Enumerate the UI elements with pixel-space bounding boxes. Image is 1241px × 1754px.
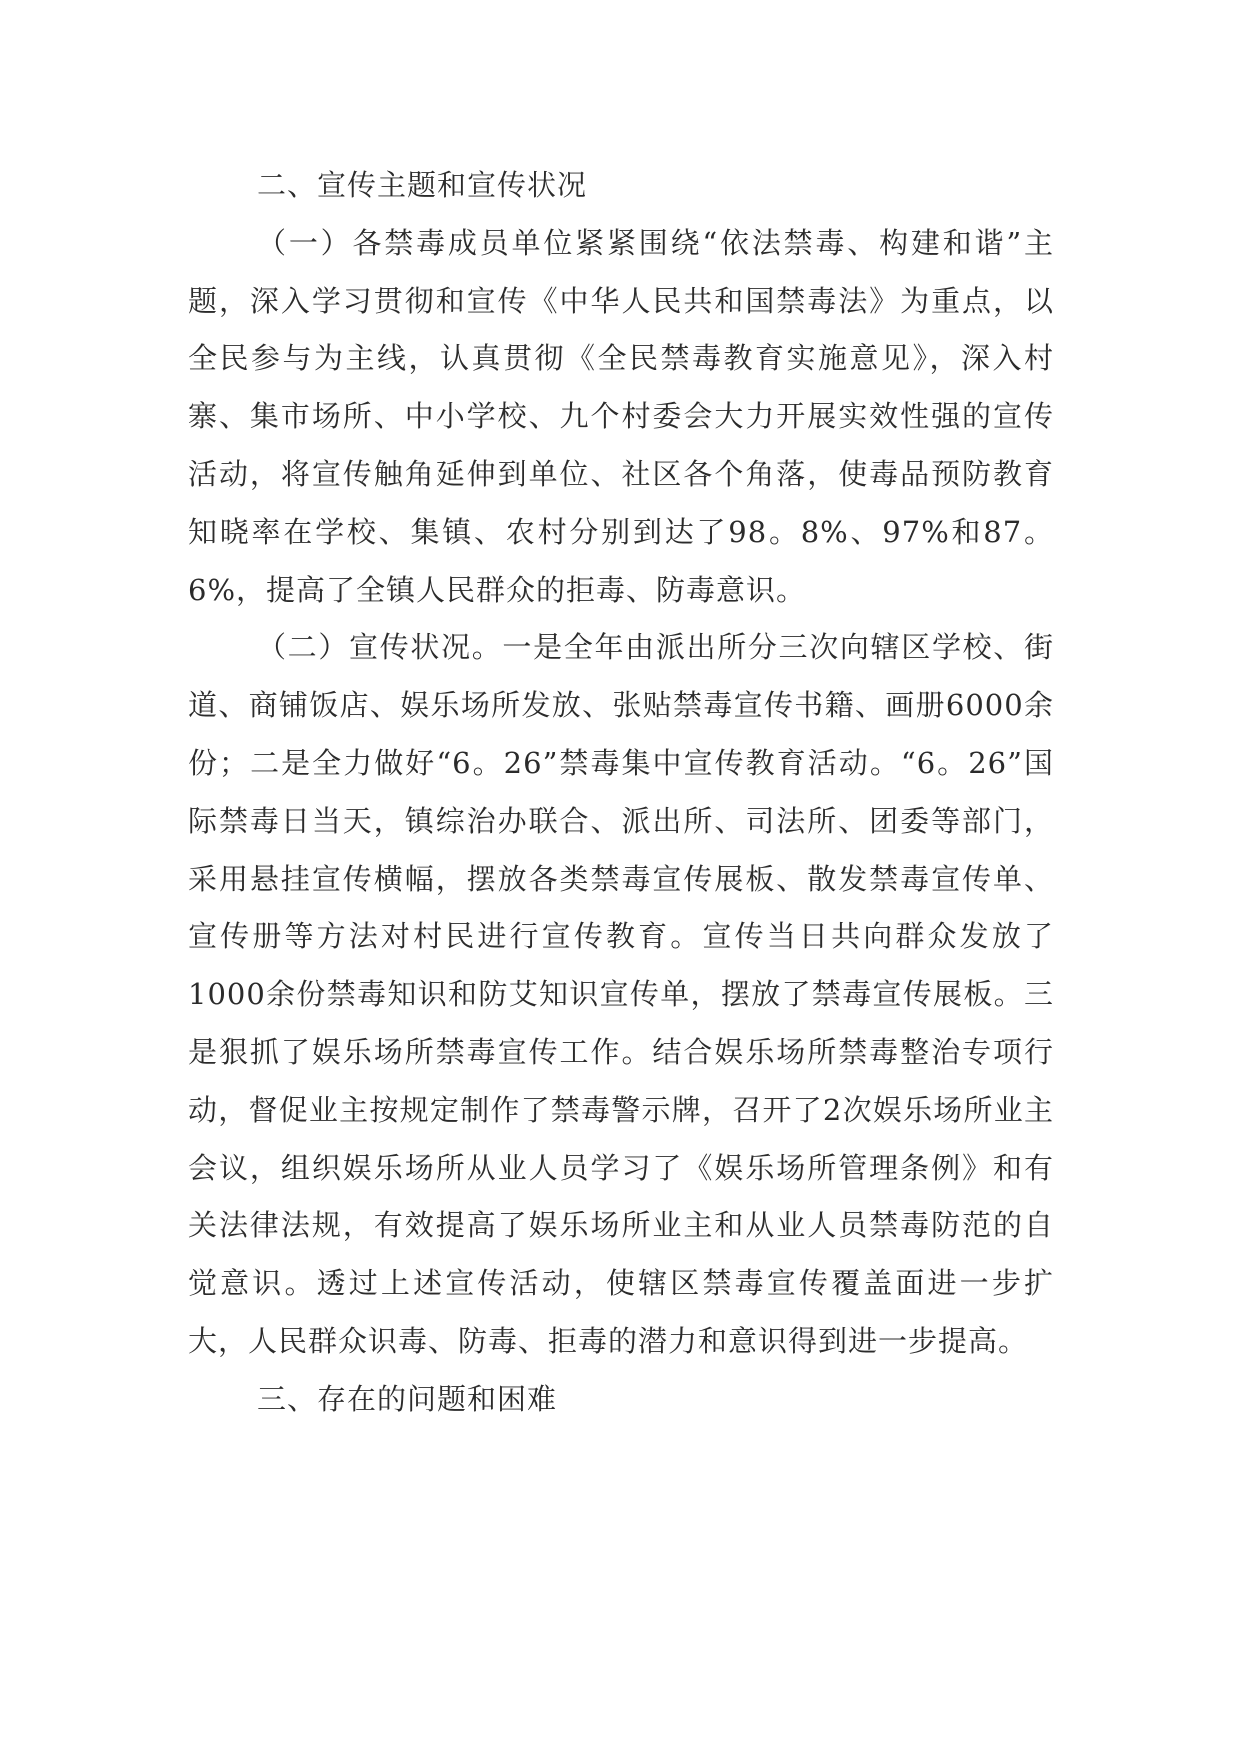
section-heading-3: 三、存在的问题和困难 [257,1381,558,1416]
paragraph-publicity-theme: （一）各禁毒成员单位紧紧围绕“依法禁毒、构建和谐”主题，深入学习贯彻和宣传《中华人民共和国禁毒法》为重点，以全民参与为主线，认真贯彻《全民禁毒教育实施意见》，深入村寨、集市场所、中小学校、九个村委会大力开展实效性强的宣传活动，将宣传触角延伸到单位、社区各个角落，使毒品预防教育知晓率在学校、集镇、农村分别到达了98。8%、97%和87。6%，提高了全镇人民群众的拒毒、防毒意识。 [188,225,1054,607]
paragraph-publicity-status: （二）宣传状况。一是全年由派出所分三次向辖区学校、街道、商铺饭店、娱乐场所发放、张贴禁毒宣传书籍、画册6000余份；二是全力做好“6。26”禁毒集中宣传教育活动。“6。26”国际禁毒日当天，镇综治办联合、派出所、司法所、团委等部门，采用悬挂宣传横幅，摆放各类禁毒宣传展板、散发禁毒宣传单、宣传册等方法对村民进行宣传教育。宣传当日共向群众发放了1000余份禁毒知识和防艾知识宣传单，摆放了禁毒宣传展板。三是狠抓了娱乐场所禁毒宣传工作。结合娱乐场所禁毒整治专项行动，督促业主按规定制作了禁毒警示牌，召开了2次娱乐场所业主会议，组织娱乐场所从业人员学习了《娱乐场所管理条例》和有关法律法规，有效提高了娱乐场所业主和从业人员禁毒防范的自觉意识。透过上述宣传活动，使辖区禁毒宣传覆盖面进一步扩大，人民群众识毒、防毒、拒毒的潜力和意识得到进一步提高。 [188,630,1054,1358]
section-heading-2: 二、宣传主题和宣传状况 [257,168,588,202]
document-body [188,157,1054,1429]
